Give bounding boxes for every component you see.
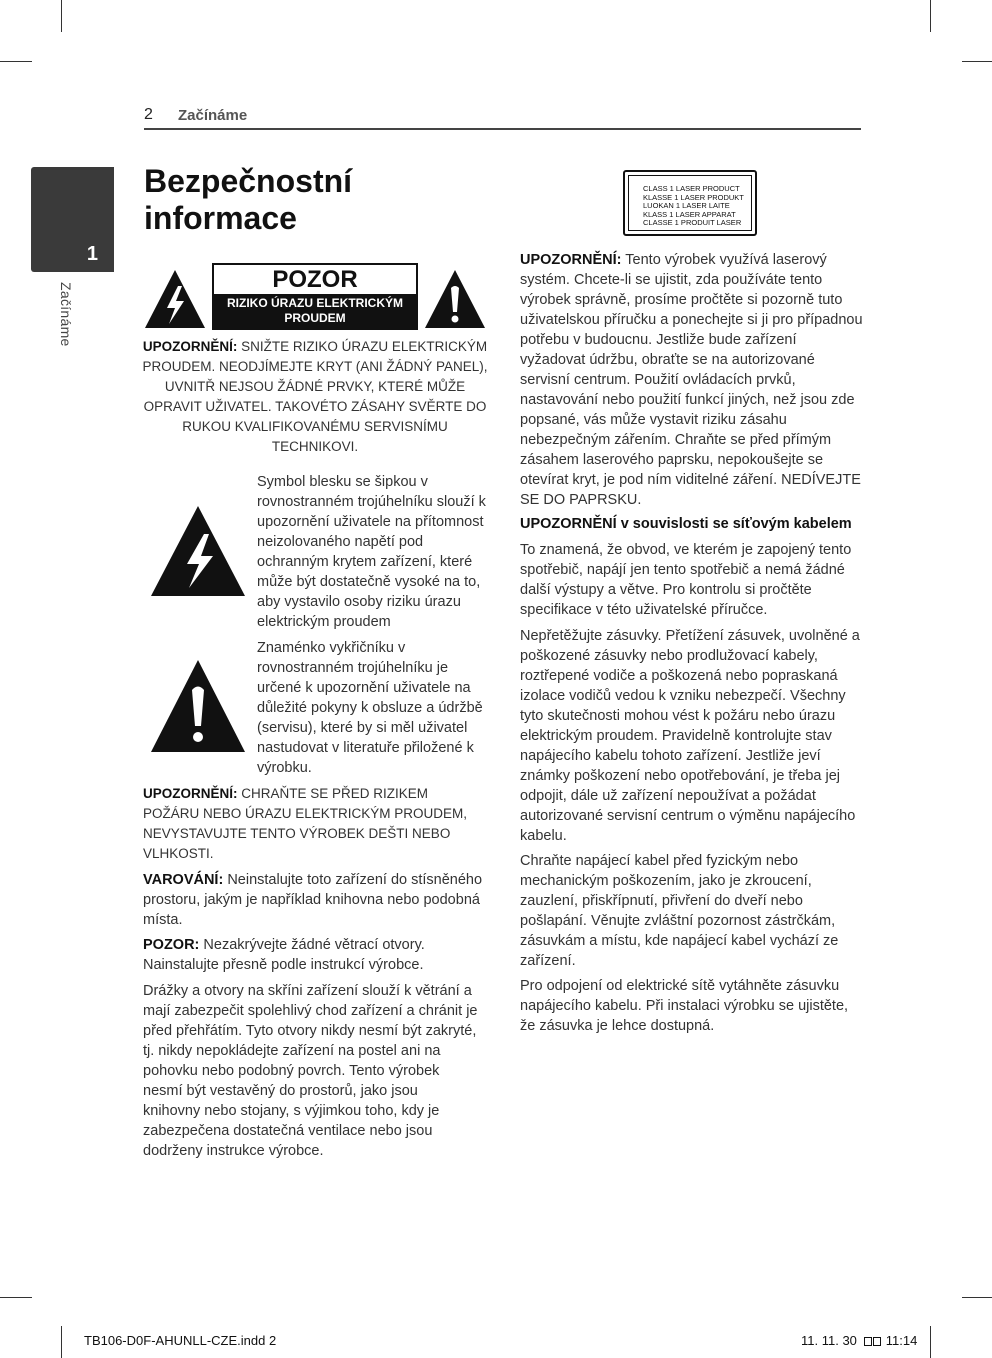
laser-label-line: LUOKAN 1 LASER LAITE: [643, 201, 730, 210]
warning-fire-paragraph: [143, 784, 483, 864]
page-number: 2: [144, 106, 153, 123]
placeholder-glyph-icon: [864, 1337, 872, 1346]
exclamation-symbol-icon: [149, 658, 247, 754]
varovani-text: Neinstalujte toto zařízení do stísněného prostoru, jakým je například knihovna nebo podobná místa.: [143, 872, 483, 928]
lightning-warning-icon: [144, 268, 206, 330]
footer-time: 11:14: [885, 1333, 918, 1348]
power-cord-paragraph-3: Chraňte napájecí kabel před fyzickým nebo mechanickým poškozením, jako je zkroucení, zauzlení, přiskřípnutí, přivření do dveří nebo pošlapání. Věnujte zvláštní pozornost zástrčkám, zásuvkám a místu, kde napájecí kabel vychází ze zařízení.: [520, 853, 839, 969]
footer-date: 11. 11. 30: [801, 1333, 857, 1348]
crop-mark: [930, 0, 931, 32]
laser-warning-label: UPOZORNĚNÍ:: [520, 252, 622, 268]
caution-title: POZOR: [272, 266, 358, 293]
warning-fire-text: CHRAŇTE SE PŘED RIZIKEM POŽÁRU NEBO ÚRAZU ELEKTRICKÝM PROUDEM, NEVYSTAVUJTE TENTO VÝROBEK DEŠTI NEBO VLHKOSTI.: [143, 786, 468, 861]
laser-label-line: CLASS 1 LASER PRODUCT: [643, 184, 740, 193]
warning-text: SNIŽTE RIZIKO ÚRAZU ELEKTRICKÝM PROUDEM. NEODJÍMEJTE KRYT (ANI ŽÁDNÝ PANEL), UVNITŘ NEJSOU ŽÁDNÉ PRVKY, KTERÉ MŮŽE OPRAVIT UŽIVATEL. TAKOVÉTO ZÁSAHY SVĚRTE DO RUKOU KVALIFIKOVANÉMU SERVISNÍMU TECHNIKOVI.: [142, 339, 488, 454]
placeholder-glyph-icon: [873, 1337, 881, 1346]
exclamation-warning-icon: [424, 268, 486, 330]
crop-mark: [61, 0, 62, 32]
crop-mark: [930, 1326, 931, 1358]
pozor-vents-paragraph: [143, 935, 483, 975]
chapter-tab: [31, 167, 114, 272]
laser-label-line: KLASS 1 LASER APPARAT: [643, 209, 736, 219]
crop-mark: [962, 61, 992, 62]
warning-label: UPOZORNĚNÍ:: [142, 339, 238, 354]
power-cord-paragraph-4: Pro odpojení od elektrické sítě vytáhněte zásuvku napájecího kabelu. Při instalaci výrobku se ujistěte, že zásuvka je lehce dostupná.: [520, 978, 849, 1034]
warning-fire-label: UPOZORNĚNÍ:: [143, 786, 238, 801]
page-title: Bezpečnostní informace: [144, 163, 353, 236]
section-title: Začínáme: [178, 107, 248, 124]
laser-label-line: CLASSE 1 PRODUIT LASER: [643, 218, 742, 227]
footer-timestamp: [801, 1333, 917, 1348]
laser-class-label: [623, 170, 757, 236]
chapter-label: Začínáme: [58, 282, 74, 347]
crop-mark: [962, 1297, 992, 1298]
crop-mark: [0, 1297, 32, 1298]
exclamation-symbol-text: Znaménko vykřičníku v rovnostranném trojúhelníku je určené k upozornění uživatele na důležité pokyny k obsluze a údržbě (servisu), které by si měl uživatel nastudovat v literatuře přiložené k výrobku.: [257, 640, 483, 776]
lightning-symbol-icon: [149, 504, 247, 598]
caution-box: [212, 263, 418, 330]
crop-mark: [61, 1326, 62, 1358]
caution-label-row: [144, 262, 488, 332]
warning-shock-paragraph: [142, 337, 488, 457]
power-cord-paragraph-1: To znamená, že obvod, ve kterém je zapojený tento spotřebič, napájí jen tento spotřebič a nemá žádné další výstupy a větve. Pro kontrolu si pročtěte specifikace v této uživatelské příručce.: [520, 542, 852, 618]
laser-label-line: KLASSE 1 LASER PRODUKT: [643, 192, 744, 202]
varovani-paragraph: [143, 870, 483, 930]
caution-subtitle: RIZIKO ÚRAZU ELEKTRICKÝM PROUDEM: [214, 294, 416, 328]
power-cord-heading: UPOZORNĚNÍ v souvislosti se síťovým kabelem: [520, 516, 852, 532]
power-cord-paragraph-2: Nepřetěžujte zásuvky. Přetížení zásuvek, uvolněné a poškozené zásuvky nebo prodlužovací kabely, roztřepené vodiče a poškozená nebo popraskaná izolace vodičů vedou k vzniku nebezpečí. Všechny tyto skutečnosti mohou vést k požáru nebo úrazu elektrickým proudem. Pravidelně kontrolujte stav napájecího kabelu tohoto zařízení. Jestliže jeví známky poškození nebo opotřebování, je třeba jej odpojit, dále už zařízení nepoužívat a požádat autorizované servisní centrum o výměnu napájecího kabelu.: [520, 628, 860, 844]
footer-filename: TB106-D0F-AHUNLL-CZE.indd 2: [84, 1333, 277, 1348]
varovani-label: VAROVÁNÍ:: [143, 872, 224, 888]
crop-mark: [0, 61, 32, 62]
chapter-number: 1: [86, 243, 98, 265]
laser-warning-paragraph: [520, 250, 863, 510]
vents-paragraph: Drážky a otvory na skříni zařízení slouží k větrání a mají zabezpečit spolehlivý chod zařízení a chránit je před přehřátím. Tyto otvory nikdy nesmí být zakryté, tj. nikdy nepokládejte zařízení na postel ani na pohovku nebo podobný povrch. Tento výrobek nesmí být vestavěný do prostorů, jako jsou knihovny nebo stojany, s výjimkou toho, kdy je zabezpečena dostatečná ventilace nebo jsou dodrženy instrukce výrobce.: [143, 983, 478, 1159]
pozor-vents-text: Nezakrývejte žádné větrací otvory. Nainstalujte přesně podle instrukcí výrobce.: [143, 937, 425, 973]
page-header: [144, 104, 861, 130]
pozor-vents-label: POZOR:: [143, 937, 200, 953]
laser-warning-text: Tento výrobek využívá laserový systém. Chcete-li se ujistit, zda používáte tento výrobek správně, prosíme pročtěte si pozorně tuto uživatelskou příručku a ponechejte si ji pro případnou potřebu v budoucnu. Jestliže bude zařízení vyžadovat údržbu, obraťte se na autorizované servisní centrum. Použití ovládacích prvků, nastavování nebo použití funkcí jiných, než jsou zde popsané, vás může vystavit riziku zásahu nebezpečným zářením. Chraňte se před přímým zásahem laserového paprsku, nepokoušejte se otevírat kryt, je pod ním viditelné záření. NEDÍVEJTE SE DO PAPRSKU.: [520, 252, 863, 508]
lightning-symbol-text: Symbol blesku se šipkou v rovnostranném trojúhelníku slouží k upozornění uživatele na přítomnost neizolovaného napětí pod ochranným krytem zařízení, které může být dostatečně vysoké na to, aby vystavilo osoby riziku úrazu elektrickým proudem: [257, 474, 486, 630]
